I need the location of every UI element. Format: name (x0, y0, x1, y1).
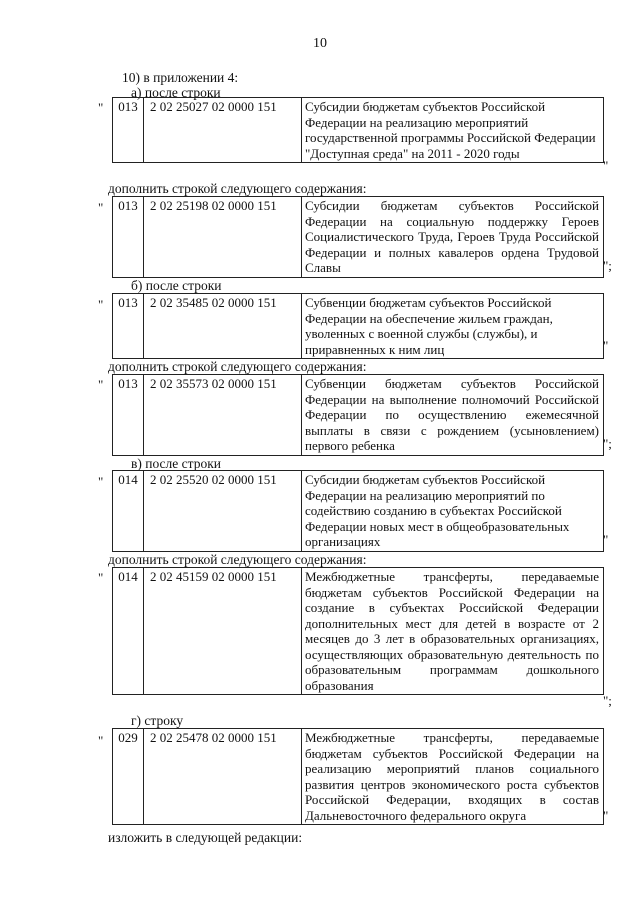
page-number: 10 (313, 36, 327, 51)
row-code: 029 (113, 729, 144, 825)
row-code: 014 (113, 471, 144, 552)
label-a: а) после строки (131, 85, 221, 100)
quote-close-semicolon: "; (603, 258, 612, 273)
quote-close: " (603, 808, 609, 823)
quote-close: " (603, 338, 609, 353)
label-b: б) после строки (131, 278, 222, 293)
row-kbk: 2 02 25478 02 0000 151 (144, 729, 302, 825)
row-description: Межбюджетные трансферты, передаваемые бюджетам субъектов Российской Федерации на реализацию мероприятий планов социального развития центров экономического роста субъектов Российской Федерации, входящих в состав Дальневосточного федерального округа (302, 729, 604, 825)
row-description: Субсидии бюджетам субъектов Российской Федерации на реализацию мероприятий государственной программы Российской Федерации "Доступная среда" на 2011 - 2020 годы (302, 98, 604, 163)
row-code: 014 (113, 568, 144, 695)
label-v: в) после строки (131, 456, 221, 471)
label-g: г) строку (131, 713, 184, 728)
quote-close: " (603, 158, 609, 173)
quote-close-semicolon: "; (603, 693, 612, 708)
quote-close: " (603, 532, 609, 547)
quote-close-semicolon: "; (603, 436, 612, 451)
quote-open: " (98, 474, 104, 489)
quote-open: " (98, 733, 104, 748)
add-row-text: дополнить строкой следующего содержания: (108, 552, 367, 567)
row-code: 013 (113, 375, 144, 456)
table-row (112, 97, 604, 163)
row-description: Субсидии бюджетам субъектов Российской Федерации на социальную поддержку Героев Социалистического Труда, Героев Труда Российской Федерации и полных кавалеров ордена Трудовой Славы (302, 197, 604, 278)
quote-open: " (98, 297, 104, 312)
row-code: 013 (113, 197, 144, 278)
final-text: изложить в следующей редакции: (108, 830, 303, 845)
row-description: Субвенции бюджетам субъектов Российской Федерации на выполнение полномочий Российской Федерации по осуществлению ежемесячной выплаты в связи с рождением (усыновлением) первого ребенка (302, 375, 604, 456)
add-row-text: дополнить строкой следующего содержания: (108, 181, 367, 196)
row-kbk: 2 02 25198 02 0000 151 (144, 197, 302, 278)
row-code: 013 (113, 98, 144, 163)
row-kbk: 2 02 35573 02 0000 151 (144, 375, 302, 456)
row-kbk: 2 02 35485 02 0000 151 (144, 294, 302, 359)
row-description: Субсидии бюджетам субъектов Российской Федерации на реализацию мероприятий по содействию созданию в субъектах Российской Федерации новых мест в общеобразовательных организациях (302, 471, 604, 552)
quote-open: " (98, 570, 104, 585)
row-description: Субвенции бюджетам субъектов Российской Федерации на обеспечение жильем граждан, уволенных с военной службы (службы), и приравненных к ним лиц (302, 294, 604, 359)
quote-open: " (98, 200, 104, 215)
add-row-text: дополнить строкой следующего содержания: (108, 359, 367, 374)
table-row (112, 374, 604, 456)
row-description: Межбюджетные трансферты, передаваемые бюджетам субъектов Российской Федерации на создание в субъектах Российской Федерации дополнительных мест для детей в возрасте от 2 месяцев до 3 лет в образовательных организациях, осуществляющих образовательную деятельность по образовательным программам дошкольного образования (302, 568, 604, 695)
row-code: 013 (113, 294, 144, 359)
table-row (112, 470, 604, 552)
row-kbk: 2 02 25027 02 0000 151 (144, 98, 302, 163)
quote-open: " (98, 377, 104, 392)
section-intro: 10) в приложении 4: (122, 70, 239, 85)
row-kbk: 2 02 45159 02 0000 151 (144, 568, 302, 695)
table-row (112, 728, 604, 825)
table-row (112, 293, 604, 359)
table-row (112, 196, 604, 278)
quote-open: " (98, 100, 104, 115)
row-kbk: 2 02 25520 02 0000 151 (144, 471, 302, 552)
table-row (112, 567, 604, 695)
